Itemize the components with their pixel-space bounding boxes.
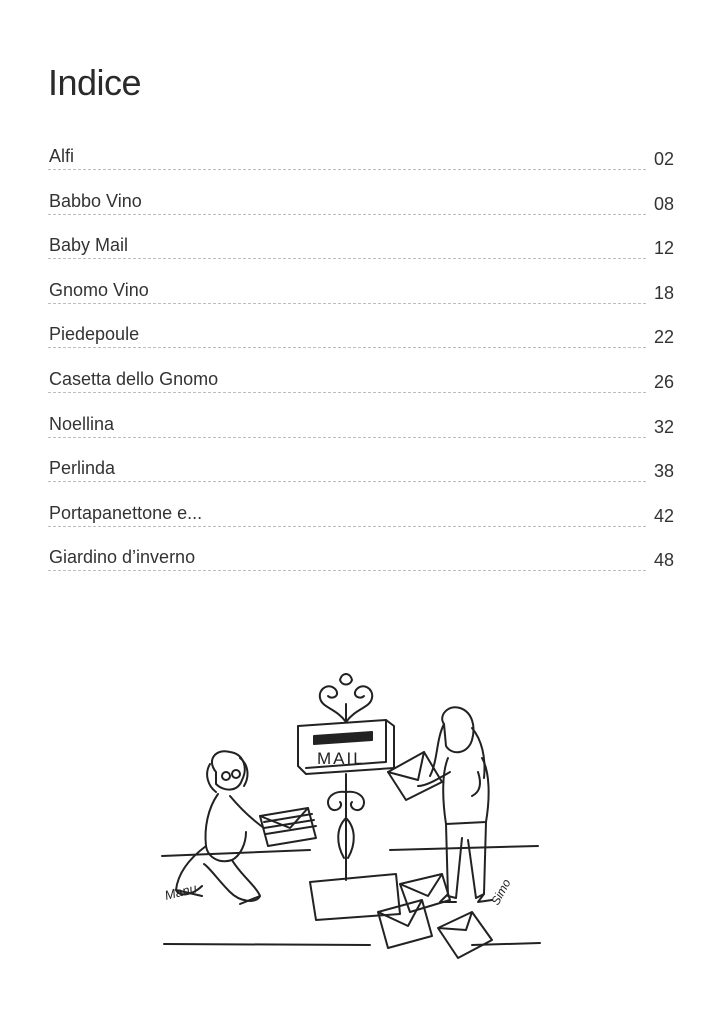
toc-entry-label: Alfi — [49, 146, 75, 166]
toc-entry-label: Noellina — [49, 413, 115, 434]
mailbox-post — [328, 774, 364, 880]
toc-entry-page: 38 — [653, 461, 674, 482]
envelope-held-right — [388, 752, 442, 800]
mailbox-label: MAIL — [317, 749, 365, 768]
toc-entry[interactable] — [48, 316, 676, 361]
dotted-leader — [48, 437, 646, 438]
toc-entry-label: Baby Mail — [49, 235, 129, 256]
toc-entry-label: Portapanettone e... — [49, 502, 203, 523]
dotted-leader — [48, 481, 646, 482]
envelope-stack-left — [260, 808, 316, 846]
toc-entry[interactable] — [48, 539, 676, 584]
page-title: Indice — [48, 62, 142, 104]
dotted-leader — [48, 392, 646, 393]
toc-entry-page: 12 — [653, 238, 674, 259]
toc-entry-label: Piedepoule — [49, 324, 140, 345]
signature-left: Manu — [163, 880, 199, 903]
toc-entry[interactable] — [48, 272, 676, 317]
toc-entry[interactable] — [48, 227, 676, 272]
toc-entry-label: Perlinda — [49, 458, 116, 479]
mailbox-ornament — [320, 674, 372, 722]
dotted-leader — [48, 347, 646, 348]
toc-entry-page: 42 — [653, 505, 674, 526]
toc-entry[interactable] — [48, 406, 676, 451]
toc-entry-label: Giardino d’inverno — [49, 547, 196, 568]
toc-entry-label: Babbo Vino — [49, 190, 142, 211]
standing-person — [418, 707, 492, 902]
toc-entry-label: Gnomo Vino — [49, 279, 149, 300]
toc-entry-page: 32 — [653, 416, 674, 437]
toc-entry-page: 48 — [653, 550, 674, 571]
table-of-contents — [48, 138, 676, 584]
toc-entry-page: 22 — [653, 327, 674, 348]
toc-entry-label: Casetta dello Gnomo — [49, 368, 219, 389]
toc-entry[interactable] — [48, 495, 676, 540]
dotted-leader — [48, 570, 646, 571]
toc-entry[interactable] — [48, 450, 676, 495]
toc-entry-page: 02 — [653, 149, 674, 169]
toc-entry-page: 18 — [653, 282, 674, 303]
toc-entry[interactable] — [48, 183, 676, 228]
toc-entry[interactable] — [48, 138, 676, 183]
mailbox-illustration — [160, 668, 550, 974]
toc-entry-page: 26 — [653, 371, 674, 392]
toc-entry[interactable] — [48, 361, 676, 406]
dotted-leader — [48, 169, 646, 170]
dotted-leader — [48, 214, 646, 215]
signature-right: Simo — [488, 876, 514, 908]
dotted-leader — [48, 258, 646, 259]
dotted-leader — [48, 303, 646, 304]
dotted-leader — [48, 526, 646, 527]
toc-entry-page: 08 — [653, 193, 674, 214]
mailbox — [298, 720, 394, 774]
